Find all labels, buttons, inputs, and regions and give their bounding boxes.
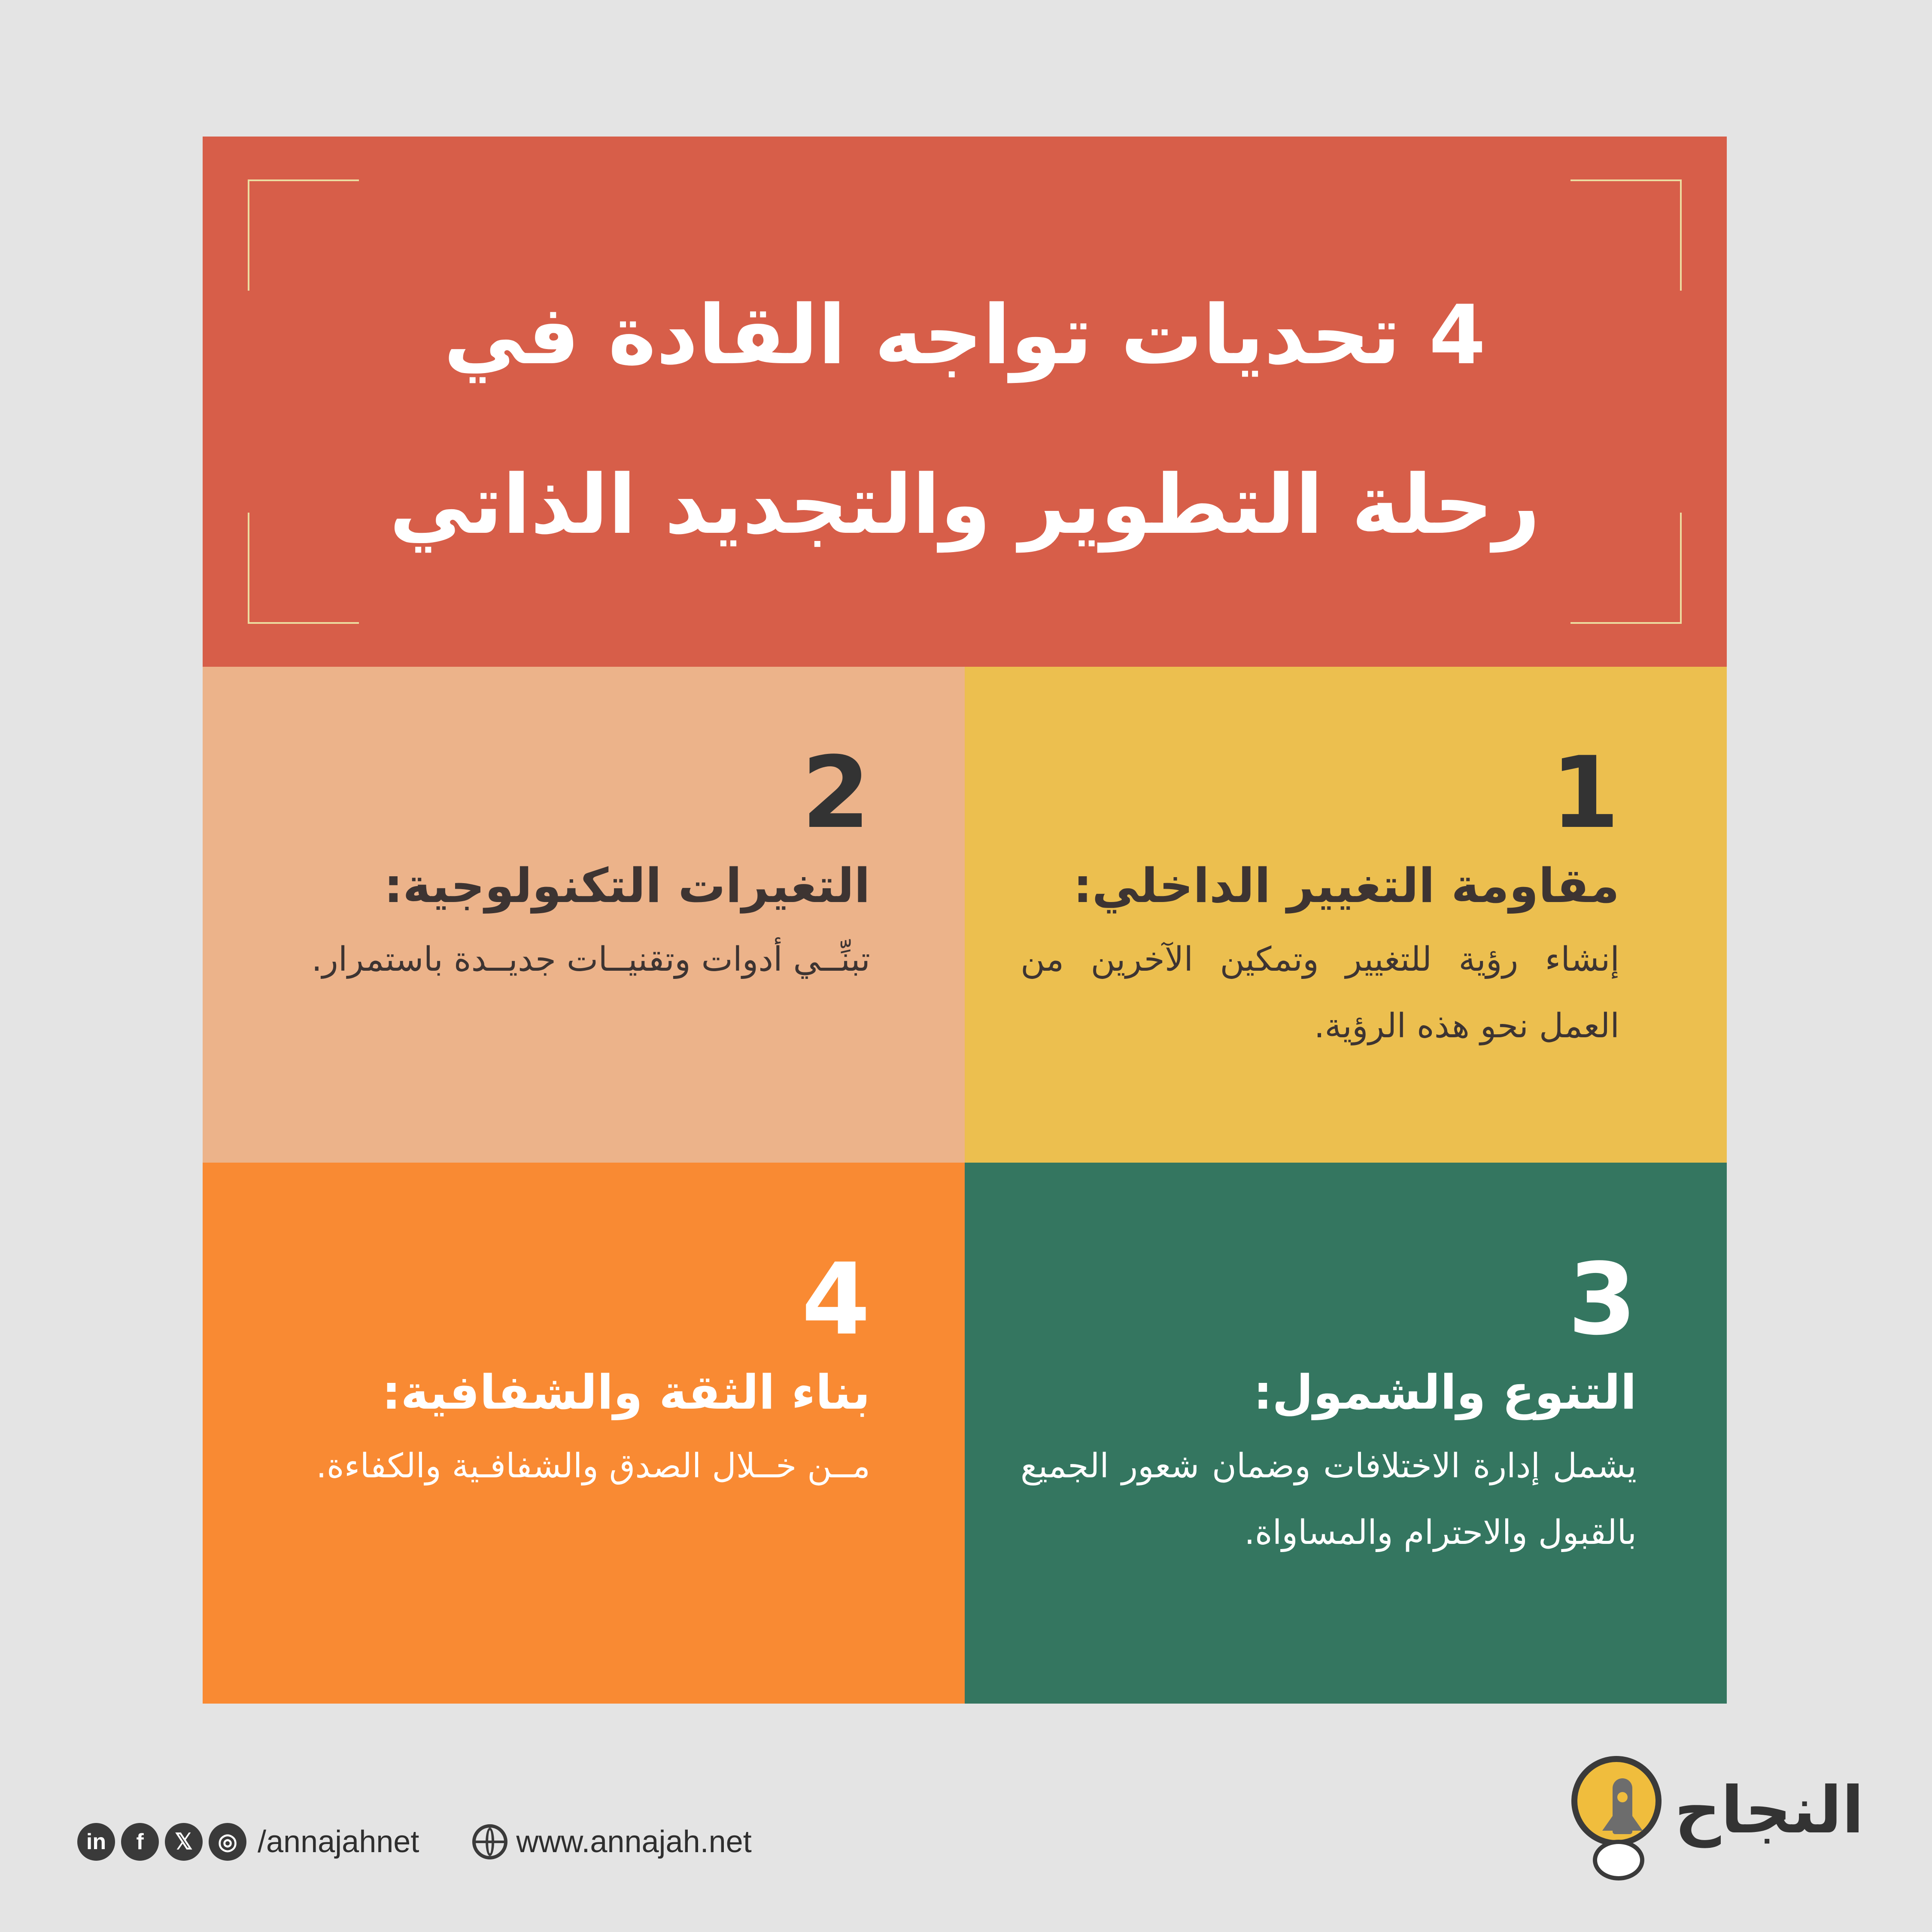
instagram-icon[interactable]: ◎	[209, 1823, 246, 1861]
challenge-number: 3	[1567, 1242, 1637, 1357]
brand-logo	[1567, 1747, 1864, 1889]
website-url[interactable]: www.annajah.net	[516, 1825, 752, 1859]
challenge-heading: بناء الثقة والشفافية:	[382, 1365, 870, 1420]
challenge-card-3	[965, 1163, 1727, 1704]
footer	[77, 1818, 752, 1865]
rocket-smoke-icon	[1593, 1840, 1644, 1880]
challenge-card-1	[965, 667, 1727, 1163]
challenge-number: 4	[801, 1242, 870, 1357]
challenge-number: 2	[801, 736, 870, 851]
rocket-badge-icon	[1571, 1756, 1662, 1846]
challenge-heading: التنوع والشمول:	[1253, 1365, 1637, 1420]
challenge-heading: مقاومة التغيير الداخلي:	[1073, 858, 1619, 913]
title-line-2: رحلة التطوير والتجديد الذاتي	[389, 457, 1540, 552]
challenge-number: 1	[1550, 736, 1619, 851]
globe-icon	[472, 1824, 507, 1859]
social-handle[interactable]: /annajahnet	[258, 1825, 419, 1859]
challenge-heading: التغيرات التكنولوجية:	[384, 858, 870, 913]
challenge-card-4	[203, 1163, 965, 1704]
challenge-description: تبنِّــي أدوات وتقنيــات جديــدة باستمرار.	[311, 940, 870, 979]
title-line-1: 4 تحديات تواجه القادة في	[444, 288, 1486, 383]
linkedin-icon[interactable]: in	[77, 1823, 115, 1861]
facebook-icon[interactable]: f	[121, 1823, 159, 1861]
website-link[interactable]	[472, 1824, 751, 1859]
brand-name: النجاح	[1674, 1773, 1864, 1848]
rocket-fin-left	[1602, 1814, 1614, 1831]
rocket-fin-right	[1631, 1814, 1643, 1831]
challenge-card-2	[203, 667, 965, 1163]
challenge-description: إنشاء رؤية للتغيير وتمكين الآخرين من العمل نحو هذه الرؤية.	[1021, 940, 1619, 1045]
rocket-icon	[1613, 1778, 1632, 1834]
challenge-description: يشمل إدارة الاختلافات وضمان شعور الجميع بالقبول والاحترام والمساواة.	[1021, 1447, 1637, 1552]
x-icon[interactable]: 𝕏	[165, 1823, 203, 1861]
challenge-description: مــن خــلال الصدق والشفافـية والكفاءة.	[316, 1447, 870, 1485]
page-title	[323, 250, 1607, 589]
title-banner	[203, 137, 1727, 667]
